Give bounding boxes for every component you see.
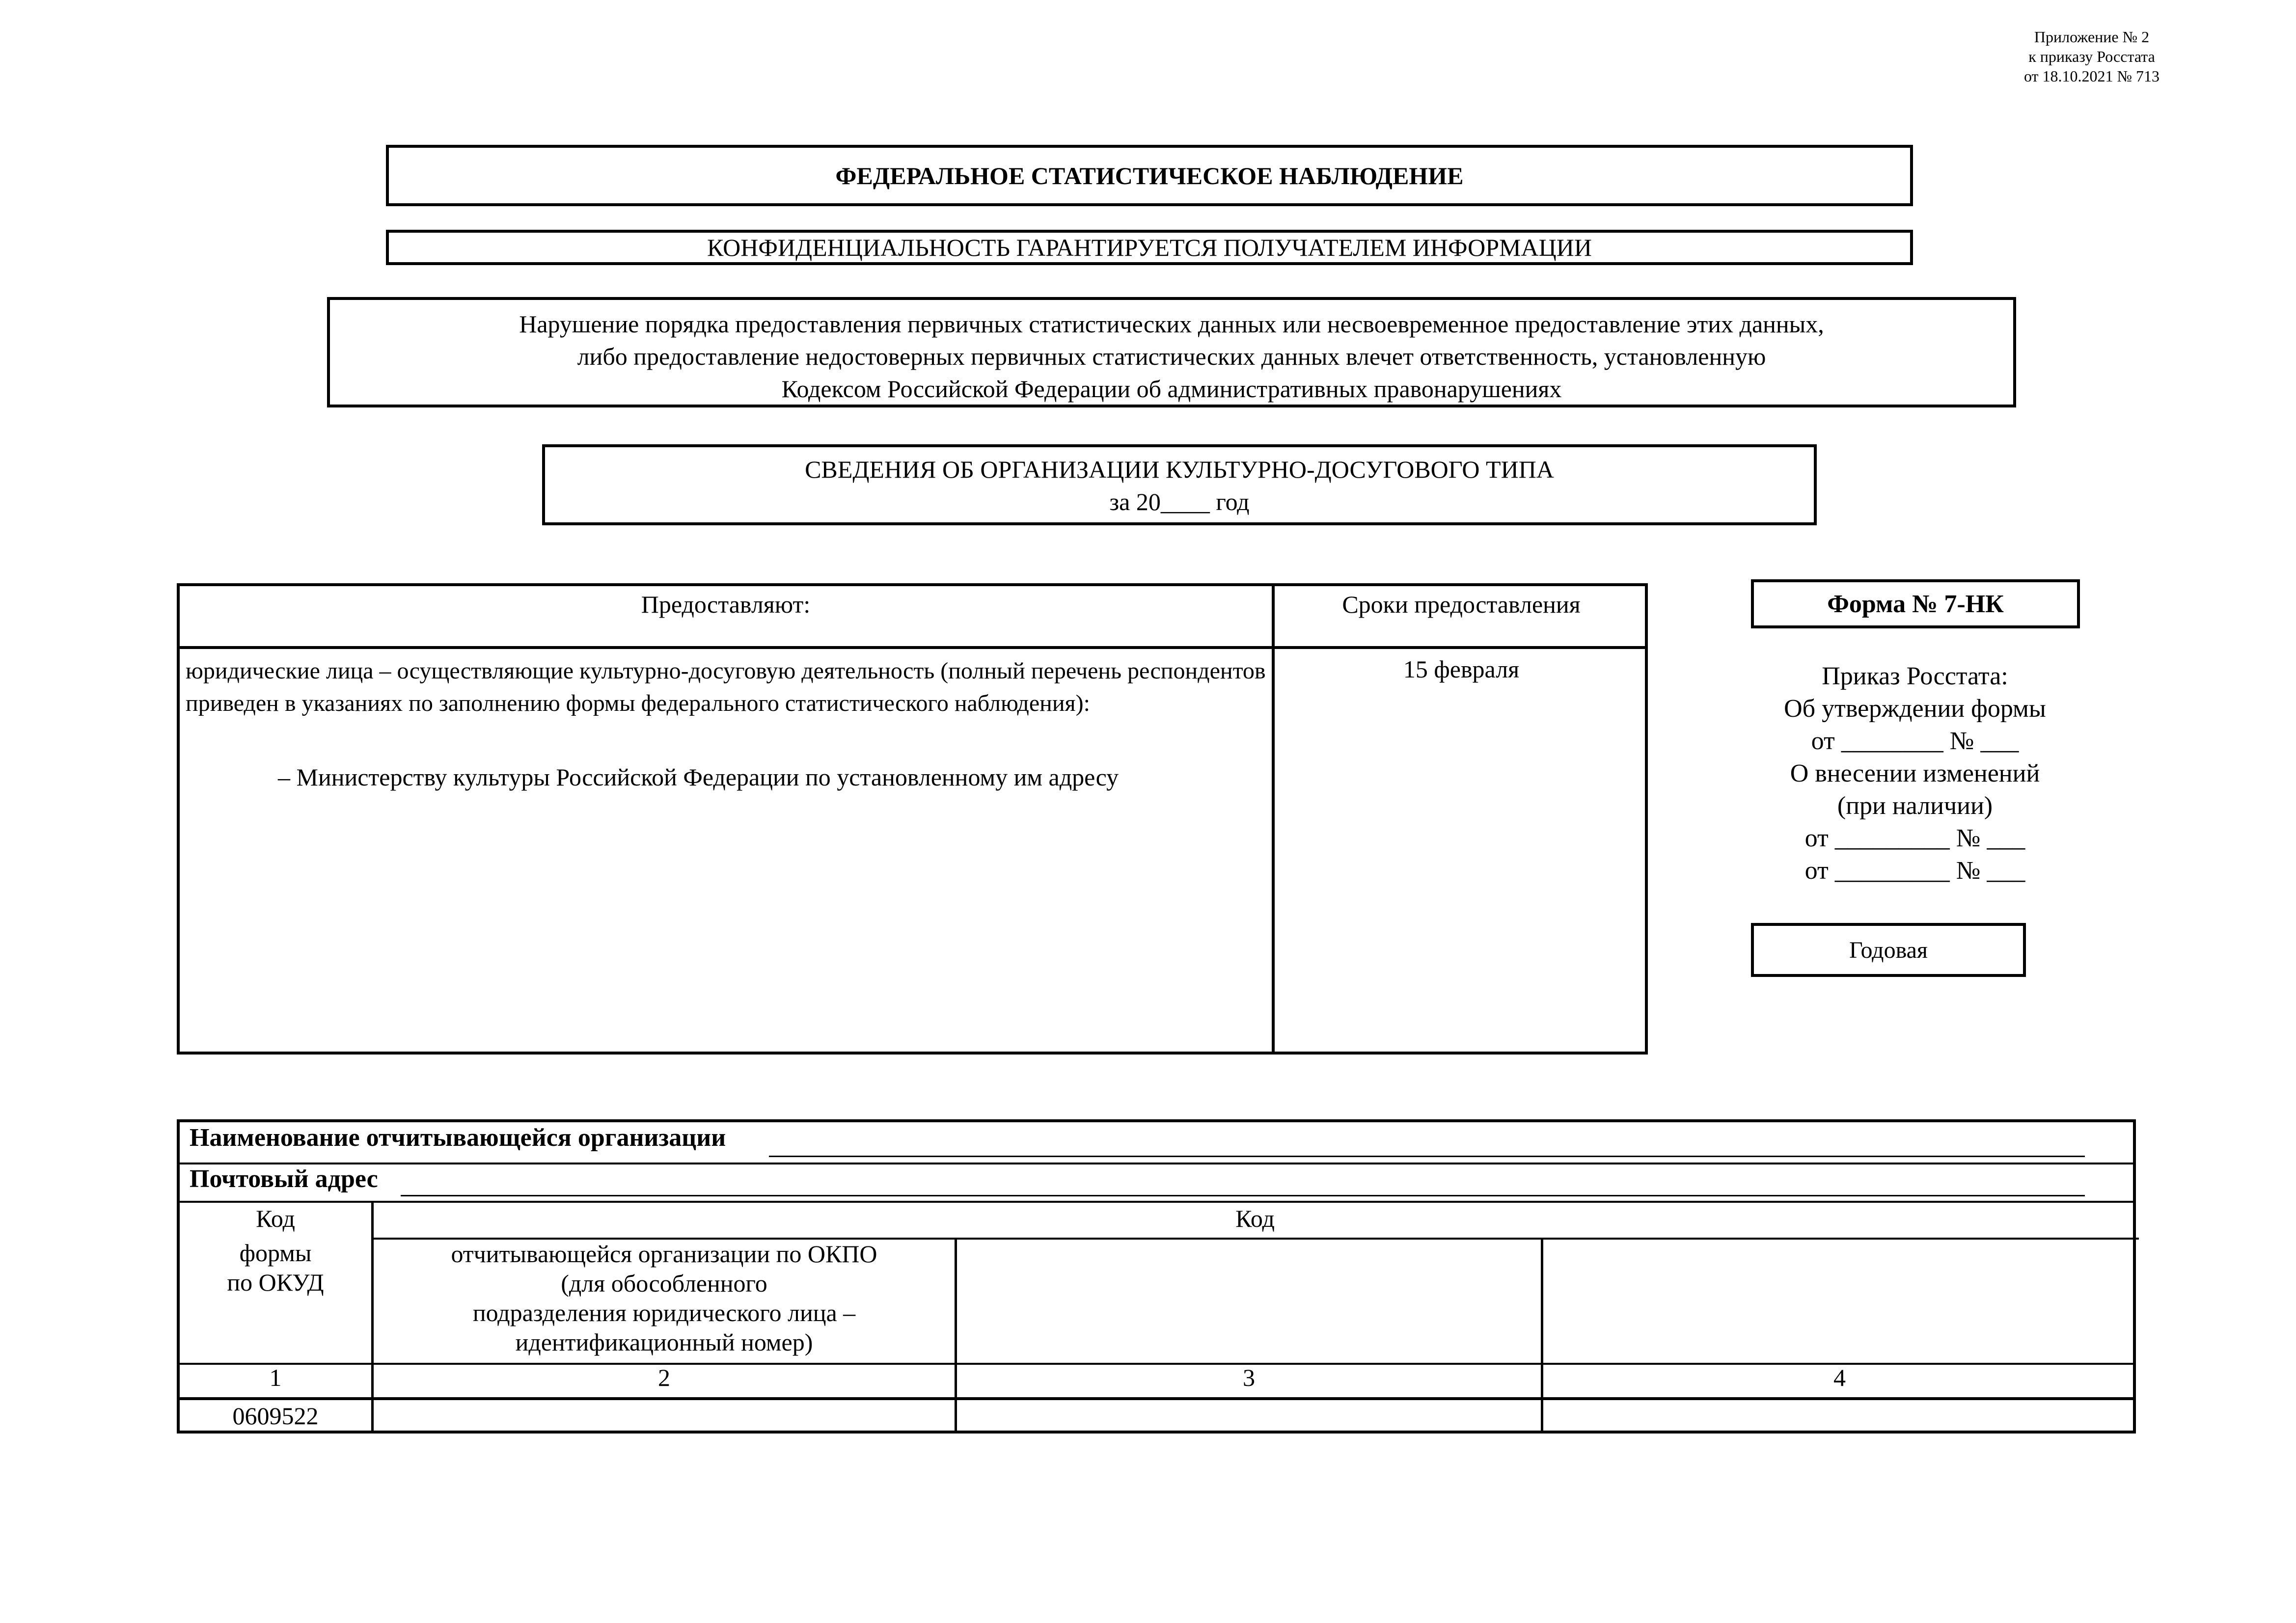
col-number-3: 3 xyxy=(1243,1364,1255,1391)
form-title-text: СВЕДЕНИЯ ОБ ОРГАНИЗАЦИИ КУЛЬТУРНО-ДОСУГОВОГО ТИПА xyxy=(805,456,1554,483)
appendix-line-1: Приложение № 2 xyxy=(2034,28,2150,46)
appendix-line-2: к приказу Росстата xyxy=(2028,48,2155,65)
order-line-2: Об утверждении формы xyxy=(1784,695,2046,723)
order-line-5: (при наличии) xyxy=(1837,792,1993,820)
order-block xyxy=(1728,660,2102,887)
form-number-box xyxy=(1751,579,2080,628)
period-text: Годовая xyxy=(1849,937,1928,963)
okud-head-3: по ОКУД xyxy=(227,1269,324,1296)
confidentiality-text: КОНФИДЕНЦИАЛЬНОСТЬ ГАРАНТИРУЕТСЯ ПОЛУЧАТЕЛЕМ ИНФОРМАЦИИ xyxy=(707,234,1592,261)
appendix-note xyxy=(1974,27,2210,86)
appendix-line-3: от 18.10.2021 № 713 xyxy=(2023,67,2160,85)
order-line-7: от _________ № ___ xyxy=(1804,857,2025,885)
providers-head-when: Сроки предоставления xyxy=(1342,591,1581,618)
confidentiality-banner xyxy=(386,230,1913,265)
order-line-3: от ________ № ___ xyxy=(1811,727,2019,755)
col-number-1: 1 xyxy=(269,1364,282,1391)
address-label: Почтовый адрес xyxy=(190,1165,378,1193)
okpo-line-4: идентификационный номер) xyxy=(515,1328,813,1356)
federal-observation-banner xyxy=(386,145,1913,206)
organization-table xyxy=(177,1119,2136,1434)
form-year-line: за 20____ год xyxy=(1109,488,1250,515)
providers-deadline: 15 февраля xyxy=(1403,655,1520,683)
okud-head-2: формы xyxy=(239,1239,312,1267)
form-number: Форма № 7-НК xyxy=(1827,590,2004,618)
order-line-4: О внесении изменений xyxy=(1790,759,2040,787)
providers-who-text: юридические лица – осуществляющие культурно-досуговую деятельность (полный перечень респондентов приведен в указаниях по заполнению формы федерального статистического наблюдения): xyxy=(186,658,1266,716)
form-title xyxy=(542,444,1817,525)
col-number-4: 4 xyxy=(1833,1364,1846,1391)
federal-observation-text: ФЕДЕРАЛЬНОЕ СТАТИСТИЧЕСКОЕ НАБЛЮДЕНИЕ xyxy=(835,162,1464,189)
providers-ministry: – Министерству культуры Российской Федерации по установленному им адресу xyxy=(278,763,1119,791)
okpo-line-3: подразделения юридического лица – xyxy=(472,1299,856,1326)
violation-line-2: либо предоставление недостоверных первичных статистических данных влечет ответственность, установленную xyxy=(577,343,1766,370)
providers-table xyxy=(177,583,1648,1055)
providers-header-line xyxy=(180,646,1645,649)
providers-head-who: Предоставляют: xyxy=(641,591,811,618)
org-name-field[interactable] xyxy=(769,1156,2085,1157)
address-field[interactable] xyxy=(401,1195,2085,1196)
period-box xyxy=(1751,923,2026,977)
okpo-line-1: отчитывающейся организации по ОКПО xyxy=(451,1240,877,1268)
okpo-head xyxy=(374,1239,955,1357)
okpo-line-2: (для обособленного xyxy=(561,1270,767,1297)
order-line-6: от _________ № ___ xyxy=(1804,824,2025,852)
row-divider xyxy=(180,1163,2133,1164)
code-field-4[interactable] xyxy=(1543,1400,2136,1431)
okud-code: 0609522 xyxy=(232,1402,319,1430)
violation-notice xyxy=(327,297,2016,407)
violation-line-1: Нарушение порядка предоставления первичных статистических данных или несвоевременное предоставление этих данных, xyxy=(519,310,1824,338)
okud-head-1: Код xyxy=(256,1205,295,1232)
code-field-3[interactable] xyxy=(957,1400,1541,1431)
code-head: Код xyxy=(1235,1205,1275,1232)
row-divider xyxy=(180,1201,2133,1203)
violation-line-3: Кодексом Российской Федерации об административных правонарушениях xyxy=(781,375,1562,403)
okud-head xyxy=(180,1204,371,1297)
org-name-label: Наименование отчитывающейся организации xyxy=(190,1124,726,1152)
okpo-code-field[interactable] xyxy=(374,1400,955,1431)
order-line-1: Приказ Росстата: xyxy=(1822,662,2008,690)
col-number-2: 2 xyxy=(658,1364,670,1391)
